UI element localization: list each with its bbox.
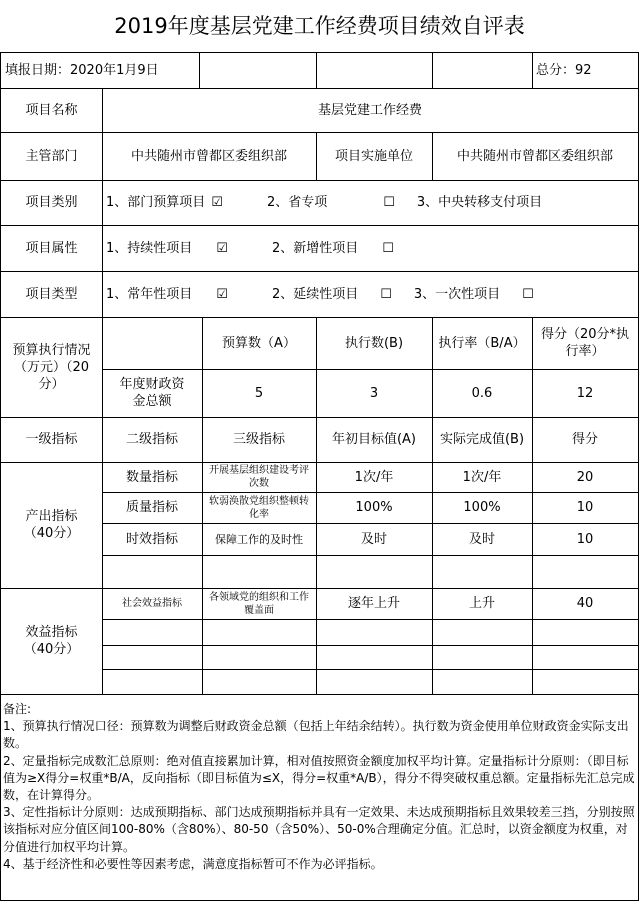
grid-line [102,369,639,370]
category-option-2: 2、省专项 [266,195,328,210]
output-level2: 数量指标 [125,469,178,485]
budget-label: 预算执行情况（万元）（20分） [12,342,91,392]
fill-date: 填报日期：2020年1月9日 [5,63,159,78]
grid-line [0,52,639,53]
grid-line [102,555,639,556]
unchecked-box-icon[interactable]: ☐ [383,195,395,210]
note-item: 4、基于经济性和必要性等因素考虑，满意度指标暂可不作为必评指标。 [3,856,383,871]
unchecked-box-icon[interactable]: ☐ [382,240,394,256]
grid-line [0,462,639,463]
output-target: 1次/年 [354,469,394,485]
budget-score-value: 12 [576,385,594,401]
output-actual: 100% [463,500,501,515]
benefit-score: 40 [576,596,594,611]
grid-line [316,52,317,88]
unchecked-box-icon[interactable]: ☐ [522,286,534,302]
category-option-3: 3、中央转移支付项目 [416,195,543,210]
grid-line [532,317,533,694]
grid-line [102,88,103,694]
grid-line [199,52,200,88]
grid-line [432,132,433,180]
col-budget: 预算数（A） [222,335,296,351]
output-level3: 开展基层组织建设考评次数 [209,465,309,489]
output-level3: 保障工作的及时性 [215,532,303,546]
benefit-level3: 各领域党的组织和工作覆盖面 [209,591,309,616]
output-actual: 1次/年 [462,469,502,485]
checked-box-icon[interactable]: ☑ [216,286,228,302]
header-level3: 三级指标 [232,432,285,447]
project-name-label: 项目名称 [25,102,78,118]
exec-value: 3 [369,385,379,401]
header-target: 年初目标值(A) [331,432,417,447]
header-level2: 二级指标 [125,432,178,447]
type-label: 项目类型 [25,286,78,302]
total-score: 总分：92 [536,63,592,78]
attribute-options [102,225,638,271]
benefit-indicator-label: 效益指标（40分） [23,625,80,657]
department-value: 中共随州市曾都区委组织部 [130,148,287,164]
rate-value: 0.6 [471,385,493,401]
grid-line [202,317,203,694]
category-label: 项目类别 [25,195,78,210]
grid-line [102,669,639,670]
grid-line [432,52,433,88]
unchecked-box-icon[interactable]: ☐ [380,286,392,302]
page-title: 2019年度基层党建工作经费项目绩效自评表 [114,13,525,38]
grid-line [0,900,639,901]
checked-box-icon[interactable]: ☑ [211,195,223,210]
output-level2: 时效指标 [125,531,178,547]
col-score: 得分（20分*执行率） [540,327,630,359]
note-item: 1、预算执行情况口径：预算数为调整后财政资金总额（包括上年结余结转）。执行数为资金使用单位财政资金实际支出数。 [3,719,629,751]
output-target: 及时 [360,531,387,547]
header-level1: 一级指标 [25,432,78,447]
header-score: 得分 [571,432,598,447]
grid-line [102,492,639,493]
attribute-option-2: 2、新增性项目 [271,240,359,256]
notes-heading: 备注: [3,702,32,716]
benefit-actual: 上升 [468,596,495,611]
type-options [102,271,638,317]
grid-line [0,225,639,226]
output-actual: 及时 [468,531,495,547]
output-score: 20 [576,469,594,485]
output-level2: 质量指标 [125,500,178,515]
grid-line [0,52,1,901]
grid-line [316,317,317,694]
output-score: 10 [576,531,594,547]
grid-line [0,271,639,272]
notes [3,701,636,873]
type-option-2: 2、延续性项目 [271,286,359,302]
grid-line [0,180,639,181]
grid-line [0,317,639,318]
impl-unit-label: 项目实施单位 [334,148,413,164]
grid-line [102,645,639,646]
grid-line [316,132,317,180]
grid-line [0,588,639,589]
output-target: 100% [355,500,393,515]
grid-line [102,619,639,620]
grid-line [102,523,639,524]
header-actual: 实际完成值(B) [439,432,525,447]
impl-unit-value: 中共随州市曾都区委组织部 [456,148,613,164]
output-score: 10 [576,500,594,515]
category-option-1: 1、部门预算项目 [106,195,206,210]
checked-box-icon[interactable]: ☑ [216,240,228,256]
output-indicator-label: 产出指标（40分） [23,509,80,541]
grid-line [532,52,533,88]
grid-line [0,417,639,418]
col-exec: 执行数(B) [344,335,404,351]
benefit-level2: 社会效益指标 [122,598,182,609]
grid-line [0,88,639,89]
note-item: 3、定性指标计分原则：达成预期指标、部门达成预期指标并具有一定效果、未达成预期指标且效果较差三挡，分别按照该指标对应分值区间100-80%（含80%）、80-50（含50%）、50-0%合理确定分值。汇总时，以资金额度为权重，对分值进行加权平均计算。 [3,805,635,854]
attribute-label: 项目属性 [25,240,78,256]
annual-fund-label: 年度财政资金总额 [119,377,185,409]
project-name-value: 基层党建工作经费 [317,102,422,118]
grid-line [0,132,639,133]
department-label: 主管部门 [25,148,78,164]
type-option-1: 1、常年性项目 [106,286,193,302]
col-rate: 执行率（B/A） [438,335,526,351]
category-options [102,180,638,225]
output-level3: 软弱涣散党组织整顿转化率 [209,495,309,520]
grid-line [432,317,433,694]
type-option-3: 3、一次性项目 [413,286,501,302]
benefit-target: 逐年上升 [347,596,400,611]
attribute-option-1: 1、持续性项目 [106,240,193,256]
budget-value: 5 [254,385,264,401]
grid-line [0,694,639,695]
note-item: 2、定量指标完成数汇总原则：绝对值直接累加计算，相对值按照资金额度加权平均计算。定量指标计分原则：（即目标值为≥X得分=权重*B/A，反向指标（即目标值为≤X，得分=权重*A/B），得分不得突破权重总额。定量指标先汇总完成数，在计算得分。 [3,753,635,803]
